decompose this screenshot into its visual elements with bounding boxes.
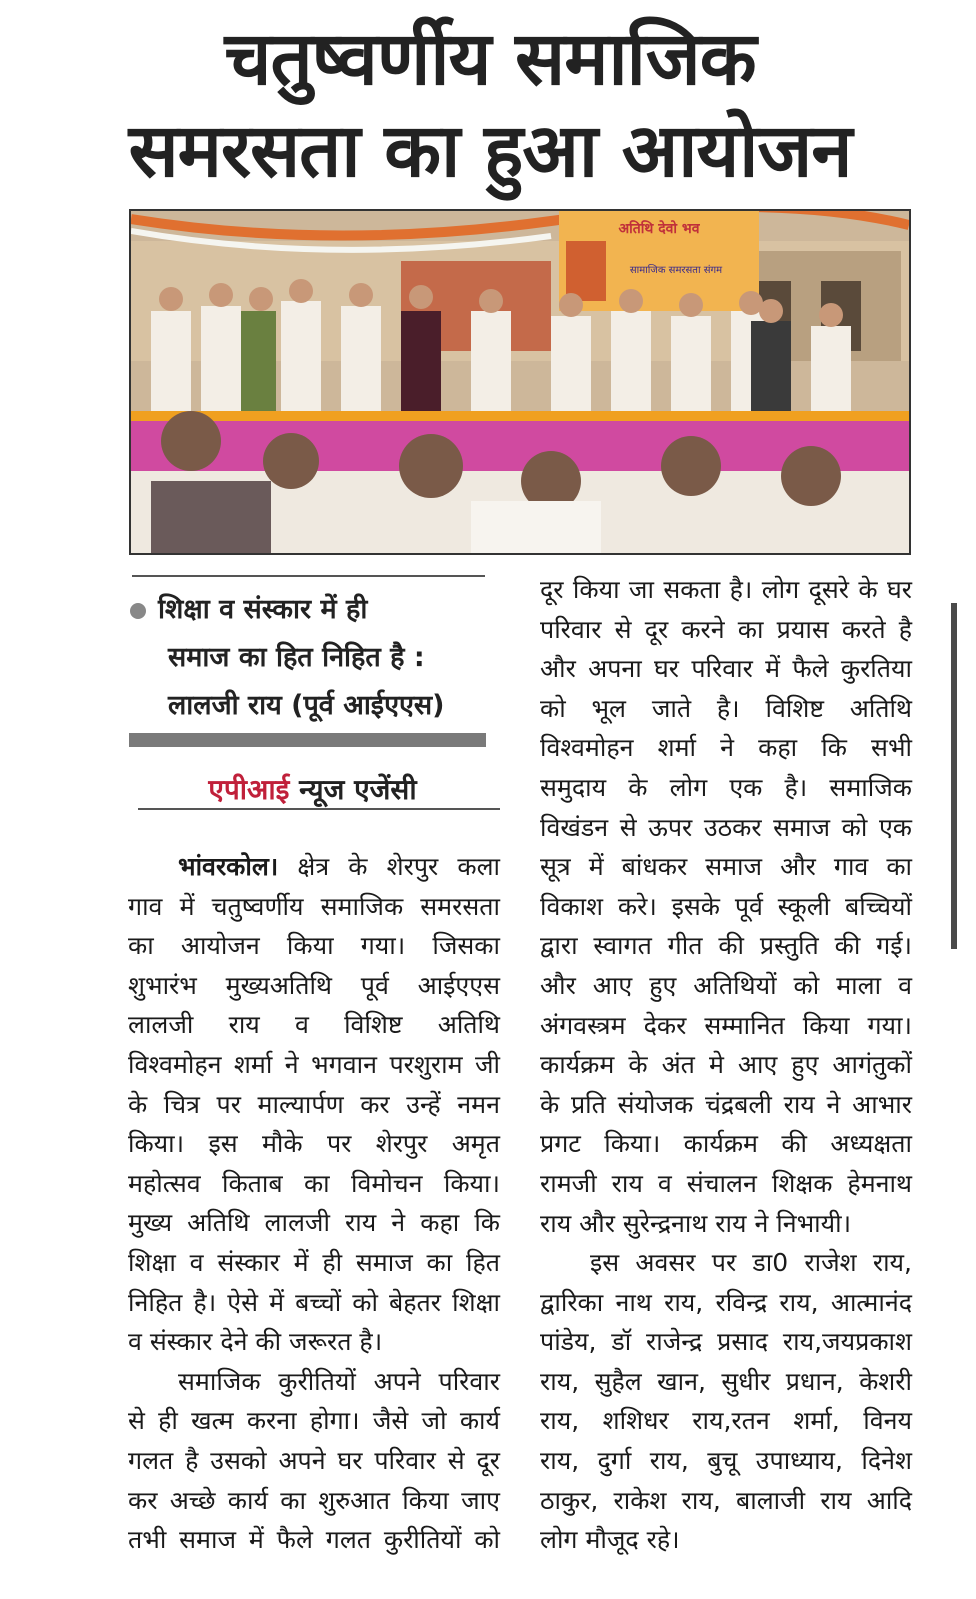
article-line: प्रगट किया। कार्यक्रम की अध्यक्षता xyxy=(540,1129,912,1159)
subheading-line-1 xyxy=(130,586,490,634)
event-photo xyxy=(129,209,911,555)
article-line: सूत्र में बांधकर समाज और गाव का xyxy=(540,852,912,882)
article-line: द्वारिका नाथ राय, रविन्द्र राय, आत्मानंद xyxy=(540,1287,912,1317)
article-line: ठाकुर, राकेश राय, बालाजी राय आदि xyxy=(540,1485,912,1515)
subheading-line-3: लालजी राय (पूर्व आईएएस) xyxy=(168,690,445,721)
article-line: लालजी राय व विशिष्ट अतिथि xyxy=(128,1010,500,1040)
article-line: मुख्य अतिथि लालजी राय ने कहा कि xyxy=(128,1208,500,1238)
article-line: और अपना घर परिवार में फैले कुरतिया xyxy=(540,654,912,684)
agency-byline xyxy=(140,770,485,808)
article-line: राय, दुर्गा राय, बुचू उपाध्याय, दिनेश xyxy=(540,1446,912,1476)
article-line: क्षेत्र के शेरपुर कला xyxy=(297,852,501,881)
article-line: कार्यक्रम के अंत मे आए हुए आगंतुकों xyxy=(540,1050,912,1080)
article-line: राय, सुहैल खान, सुधीर प्रधान, केशरी xyxy=(540,1366,912,1396)
subheading-top-rule xyxy=(132,575,485,577)
article-line: के चित्र पर माल्यार्पण कर उन्हें नमन xyxy=(128,1089,500,1119)
article-line: परिवार से दूर करने का प्रयास करते है xyxy=(540,614,912,644)
article-line: लोग मौजूद रहे। xyxy=(540,1525,680,1555)
subheading-text-1: शिक्षा व संस्कार में ही xyxy=(158,594,368,625)
bullet-icon xyxy=(130,603,146,619)
article-line: विकाश करे। इसके पूर्व स्कूली बच्चियों xyxy=(540,891,912,921)
agency-name-part2: न्यूज एजेंसी xyxy=(299,773,417,806)
article-line: किया। इस मौके पर शेरपुर अमृत xyxy=(128,1129,500,1159)
article-line: समाजिक कुरीतियों अपने परिवार xyxy=(178,1366,500,1396)
article-line: शिक्षा व संस्कार में ही समाज का हित xyxy=(128,1247,500,1277)
article-line: दूर किया जा सकता है। लोग दूसरे के घर xyxy=(540,575,912,604)
article-line: विखंडन से ऊपर उठकर समाज को एक xyxy=(540,812,912,842)
event-photo-drawing xyxy=(131,211,909,553)
headline-line-1: चतुष्वर्णीय समाजिक xyxy=(224,16,756,102)
article-line: विश्वमोहन शर्मा ने भगवान परशुराम जी xyxy=(128,1049,500,1079)
article-line: तभी समाज में फैले गलत कुरीतियों को xyxy=(128,1525,500,1555)
banner-title: अतिथि देवो भव xyxy=(618,221,700,237)
article-line: कर अच्छे कार्य का शुरुआत किया जाए xyxy=(128,1485,500,1515)
article-line: अंगवस्त्रम देकर सम्मानित किया गया। xyxy=(540,1010,912,1040)
headline-line-2: समरसता का हुआ आयोजन xyxy=(128,108,852,194)
article-line: का आयोजन किया गया। जिसका xyxy=(128,931,500,961)
article-line: से ही खत्म करना होगा। जैसे जो कार्य xyxy=(128,1406,500,1436)
article-left-column xyxy=(128,847,500,1560)
article-line: समुदाय के लोग एक है। समाजिक xyxy=(540,772,912,802)
article-right-column xyxy=(540,570,912,1560)
article-lead-line xyxy=(128,847,500,887)
subheading-bottom-bar xyxy=(129,733,486,747)
subheading-line-2: समाज का हित निहित है : xyxy=(168,642,425,673)
agency-rule xyxy=(138,808,500,810)
article-line: निहित है। ऐसे में बच्चों को बेहतर शिक्षा xyxy=(128,1287,500,1317)
agency-name-part1: एपीआई xyxy=(208,773,290,806)
article-line: महोत्सव किताब का विमोचन किया। xyxy=(128,1168,500,1198)
subheading xyxy=(130,586,490,730)
article-line: के प्रति संयोजक चंद्रबली राय ने आभार xyxy=(540,1089,912,1119)
article-line: को भूल जाते है। विशिष्ट अतिथि xyxy=(540,693,912,723)
article-line: शुभारंभ मुख्यअतिथि पूर्व आईएएस xyxy=(128,970,500,1000)
article-line: गाव में चतुष्वर्णीय समाजिक समरसता xyxy=(128,891,500,921)
article-line: पांडेय, डॉ राजेन्द्र प्रसाद राय,जयप्रकाश xyxy=(540,1327,912,1357)
article-line: विश्वमोहन शर्मा ने कहा कि सभी xyxy=(540,733,912,763)
article-line: द्वारा स्वागत गीत की प्रस्तुति की गई। xyxy=(540,931,912,961)
article-line: राय, शशिधर राय,रतन शर्मा, विनय xyxy=(540,1406,912,1436)
article-line: राय और सुरेन्द्रनाथ राय ने निभायी। xyxy=(540,1208,852,1238)
article-line: गलत है उसको अपने घर परिवार से दूर xyxy=(128,1445,500,1475)
article-line: और आए हुए अतिथियों को माला व xyxy=(540,970,912,1000)
adjacent-article-photo-edge xyxy=(951,603,957,949)
dateline: भांवरकोल। xyxy=(178,852,279,881)
banner-subtitle: सामाजिक समरसता संगम xyxy=(629,265,723,276)
article-line: रामजी राय व संचालन शिक्षक हेमनाथ xyxy=(540,1168,912,1198)
article-line: व संस्कार देने की जरूरत है। xyxy=(128,1327,383,1357)
article-line: इस अवसर पर डा0 राजेश राय, xyxy=(590,1248,912,1278)
